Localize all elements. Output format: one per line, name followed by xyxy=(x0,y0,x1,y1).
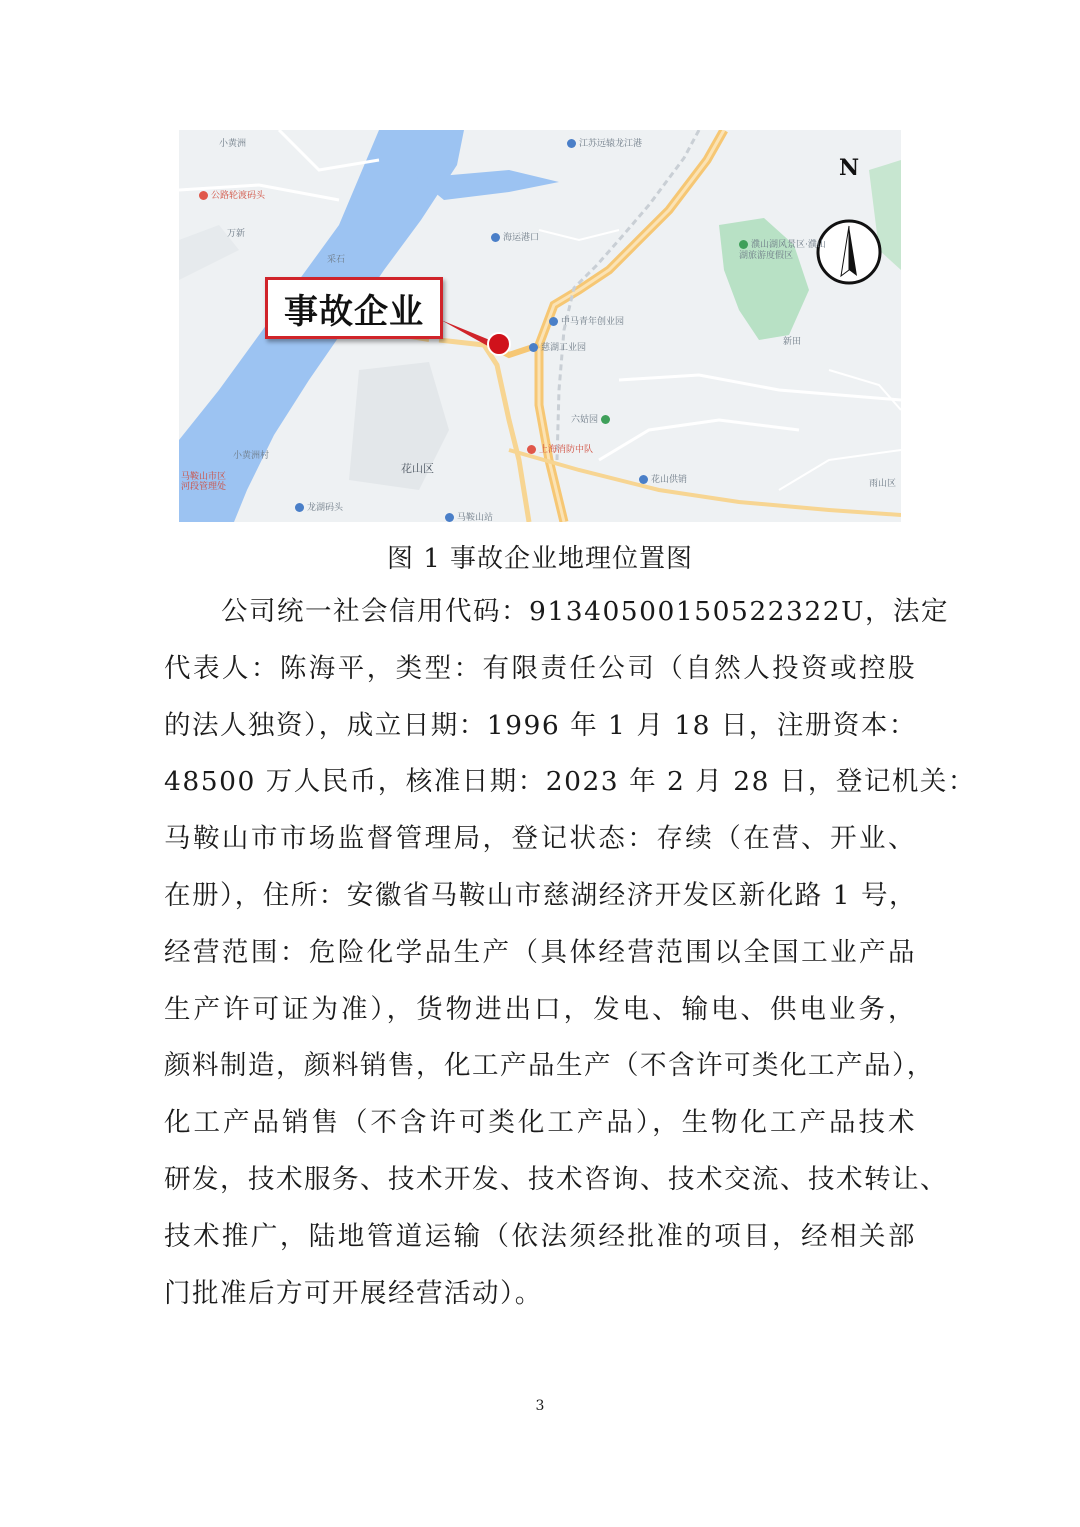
paragraph-line: 的法人独资），成立日期：1996 年 1 月 18 日，注册资本： xyxy=(164,709,917,741)
location-pin-icon xyxy=(527,445,536,454)
map-label: 采石 xyxy=(327,255,346,265)
map-label: 龙湖码头 xyxy=(295,500,343,513)
accident-site-marker xyxy=(488,333,510,355)
map-label: 小黄洲 xyxy=(219,139,247,149)
accident-enterprise-callout: 事故企业 xyxy=(265,277,443,339)
north-label: N xyxy=(839,155,860,181)
map-label: 海运港口 xyxy=(491,230,539,243)
paragraph-line: 化工产品销售（不含许可类化工产品），生物化工产品技术 xyxy=(164,1107,916,1139)
paragraph-line: 门批准后方可开展经营活动）。 xyxy=(164,1277,543,1309)
district-label: 花山区 xyxy=(401,462,434,475)
location-pin-icon xyxy=(639,475,648,484)
company-info-paragraph xyxy=(164,584,976,1322)
paragraph-line: 研发，技术服务、技术开发、技术咨询、技术交流、技术转让、 xyxy=(164,1163,948,1195)
figure-caption: 图 1 事故企业地理位置图 xyxy=(386,544,694,574)
location-pin-icon xyxy=(529,343,538,352)
location-pin-icon xyxy=(445,513,454,522)
map-label: 上海消防中队 xyxy=(527,442,593,455)
map-label: 江苏远辕龙江港 xyxy=(567,136,642,149)
paragraph-line: 生产许可证为准），货物进出口，发电、输电、供电业务， xyxy=(164,993,916,1025)
map-label: 公路轮渡码头 xyxy=(199,188,265,201)
paragraph-line: 在册），住所：安徽省马鞍山市慈湖经济开发区新化路 1 号， xyxy=(164,879,917,911)
map-label: 小黄洲村 xyxy=(233,451,270,461)
paragraph-line: 代表人：陈海平，类型：有限责任公司（自然人投资或控股 xyxy=(164,652,916,684)
map-label: 新田 xyxy=(783,337,802,347)
location-pin-icon xyxy=(199,191,208,200)
location-pin-icon xyxy=(601,415,610,424)
paragraph-line: 颜料制造，颜料销售，化工产品生产（不含许可类化工产品）， xyxy=(164,1050,935,1082)
map-label: 中马青年创业园 xyxy=(549,314,624,327)
map-label: 慈湖工业园 xyxy=(529,340,586,353)
map-label: 花山供销 xyxy=(639,472,687,485)
location-pin-icon xyxy=(567,139,576,148)
paragraph-line: 公司统一社会信用代码：91340500150522322U，法定 xyxy=(221,596,949,627)
map-label: 六姑园 xyxy=(571,412,613,425)
paragraph-line: 经营范围：危险化学品生产（具体经营范围以全国工业产品 xyxy=(164,936,916,968)
location-pin-icon xyxy=(491,233,500,242)
map-label: 马鞍山站 xyxy=(445,510,493,522)
map-label: 万新 xyxy=(227,229,246,239)
park-pin-icon xyxy=(739,240,748,249)
location-pin-icon xyxy=(549,317,558,326)
map-label: 马鞍山市区河段管理处 xyxy=(181,472,227,492)
map-label: 雨山区 xyxy=(869,479,897,489)
location-pin-icon xyxy=(295,503,304,512)
paragraph-line: 马鞍山市市场监督管理局，登记状态：存续（在营、开业、 xyxy=(164,823,916,855)
page-number: 3 xyxy=(535,1398,545,1414)
map-label: 濮山湖风景区·濮山湖旅游度假区 xyxy=(739,240,826,261)
paragraph-line: 技术推广，陆地管道运输（依法须经批准的项目，经相关部 xyxy=(164,1220,916,1252)
paragraph-line: 48500 万人民币，核准日期：2023 年 2 月 28 日，登记机关： xyxy=(164,766,976,798)
